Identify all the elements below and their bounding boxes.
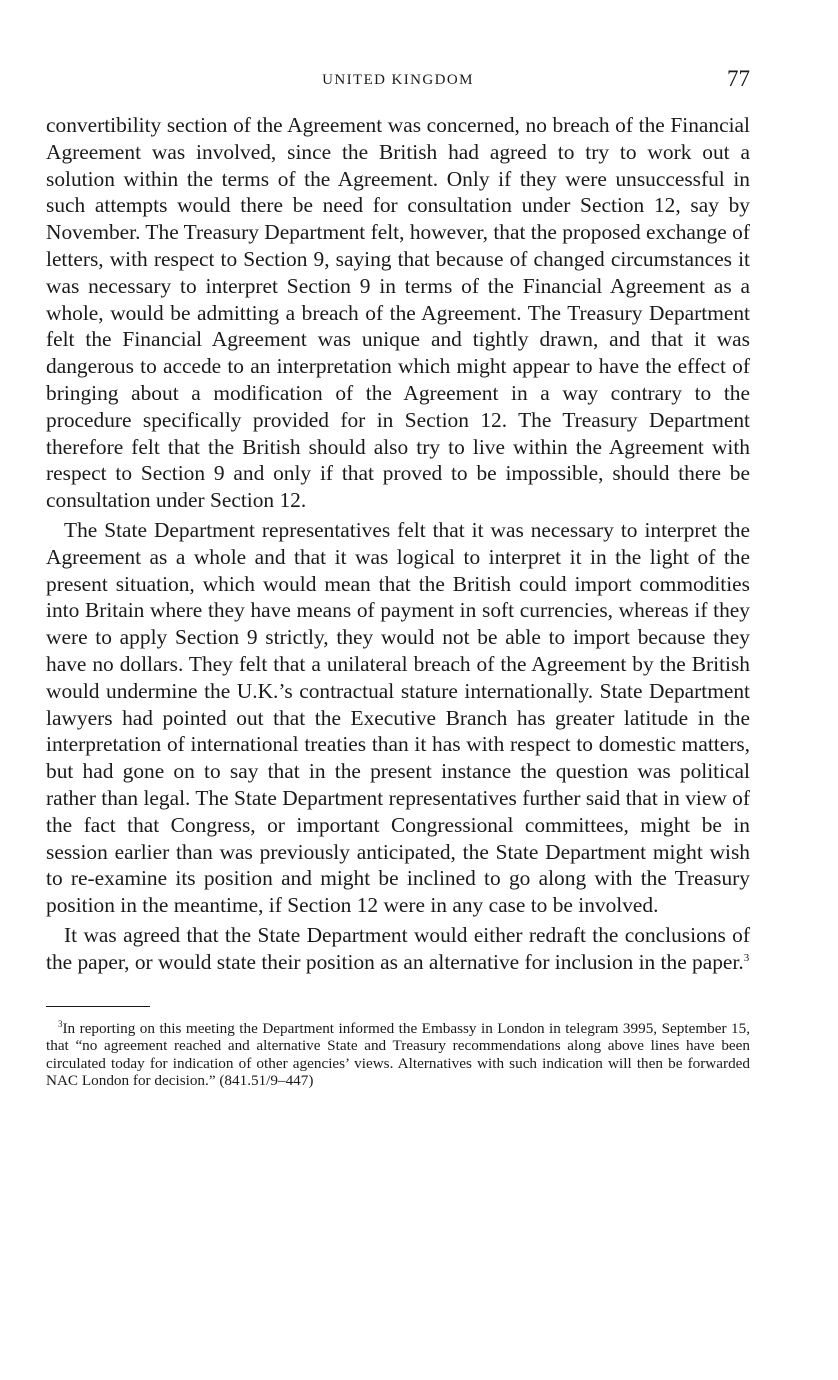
- running-header: [46, 66, 750, 96]
- running-title: UNITED KINGDOM: [322, 72, 474, 88]
- paragraph-1: convertibility section of the Agreement was concerned, no breach of the Financial Agreement was involved, since the British had agreed to try to work out a solution within the terms of the Agreement. Only if they were unsuccessful in such attempts would there be need for consultation under Section 12, say by November. The Treasury Department felt, however, that the proposed exchange of letters, with respect to Section 9, saying that because of changed circumstances it was necessary to interpret Section 9 in terms of the Financial Agreement as a whole, would be admitting a breach of the Agreement. The Treasury Department felt the Financial Agreement was unique and tightly drawn, and that it was dangerous to accede to an interpretation which might appear to have the effect of bringing about a modification of the Agreement in a way contrary to the procedure specifically provided for in Section 12. The Treasury Department therefore felt that the British should also try to live within the Agreement with respect to Section 9 and only if that proved to be impossible, should there be consultation under Section 12.: [46, 113, 750, 513]
- footnote-marker: 3: [58, 1018, 63, 1029]
- body-text: [46, 112, 750, 976]
- paragraph-3: [46, 922, 750, 976]
- footnote: [46, 1020, 750, 1090]
- footnote-reference: 3: [743, 951, 750, 964]
- paragraph-2: The State Department representatives felt that it was necessary to interpret the Agreement as a whole and that it was logical to interpret it in the light of the present situation, which would mean that the British could import commodities into Britain where they have means of payment in soft currencies, whereas if they were to apply Section 9 strictly, they would not be able to import because they have no dollars. They felt that a unilateral breach of the Agreement by the British would undermine the U.K.’s contractual stature internationally. State Department lawyers had pointed out that the Executive Branch has greater latitude in the interpretation of international treaties than it has with respect to domestic matters, but had gone on to say that in the present instance the question was political rather than legal. The State Department representatives further said that in view of the fact that Congress, or important Congressional committees, might be in session earlier than was previously anticipated, the State Department might wish to re-examine its position and might be inclined to go along with the Treasury position in the meantime, if Section 12 were in any case to be involved.: [46, 517, 750, 918]
- page-number: 77: [727, 66, 750, 91]
- paragraph-3-text: It was agreed that the State Department would either redraft the conclusions of the paper, or would state their position as an alternative for inclusion in the paper.: [46, 922, 750, 974]
- footnote-text: In reporting on this meeting the Department informed the Embassy in London in telegram 3995, September 15, that “no agreement reached and alternative State and Treasury recommendations along above lines have been circulated today for indication of other agencies’ views. Alternatives with such indication will then be forwarded NAC London for decision.” (841.51/9–447): [46, 1019, 750, 1090]
- footnote-divider: [46, 1006, 150, 1007]
- document-page: [46, 66, 750, 1090]
